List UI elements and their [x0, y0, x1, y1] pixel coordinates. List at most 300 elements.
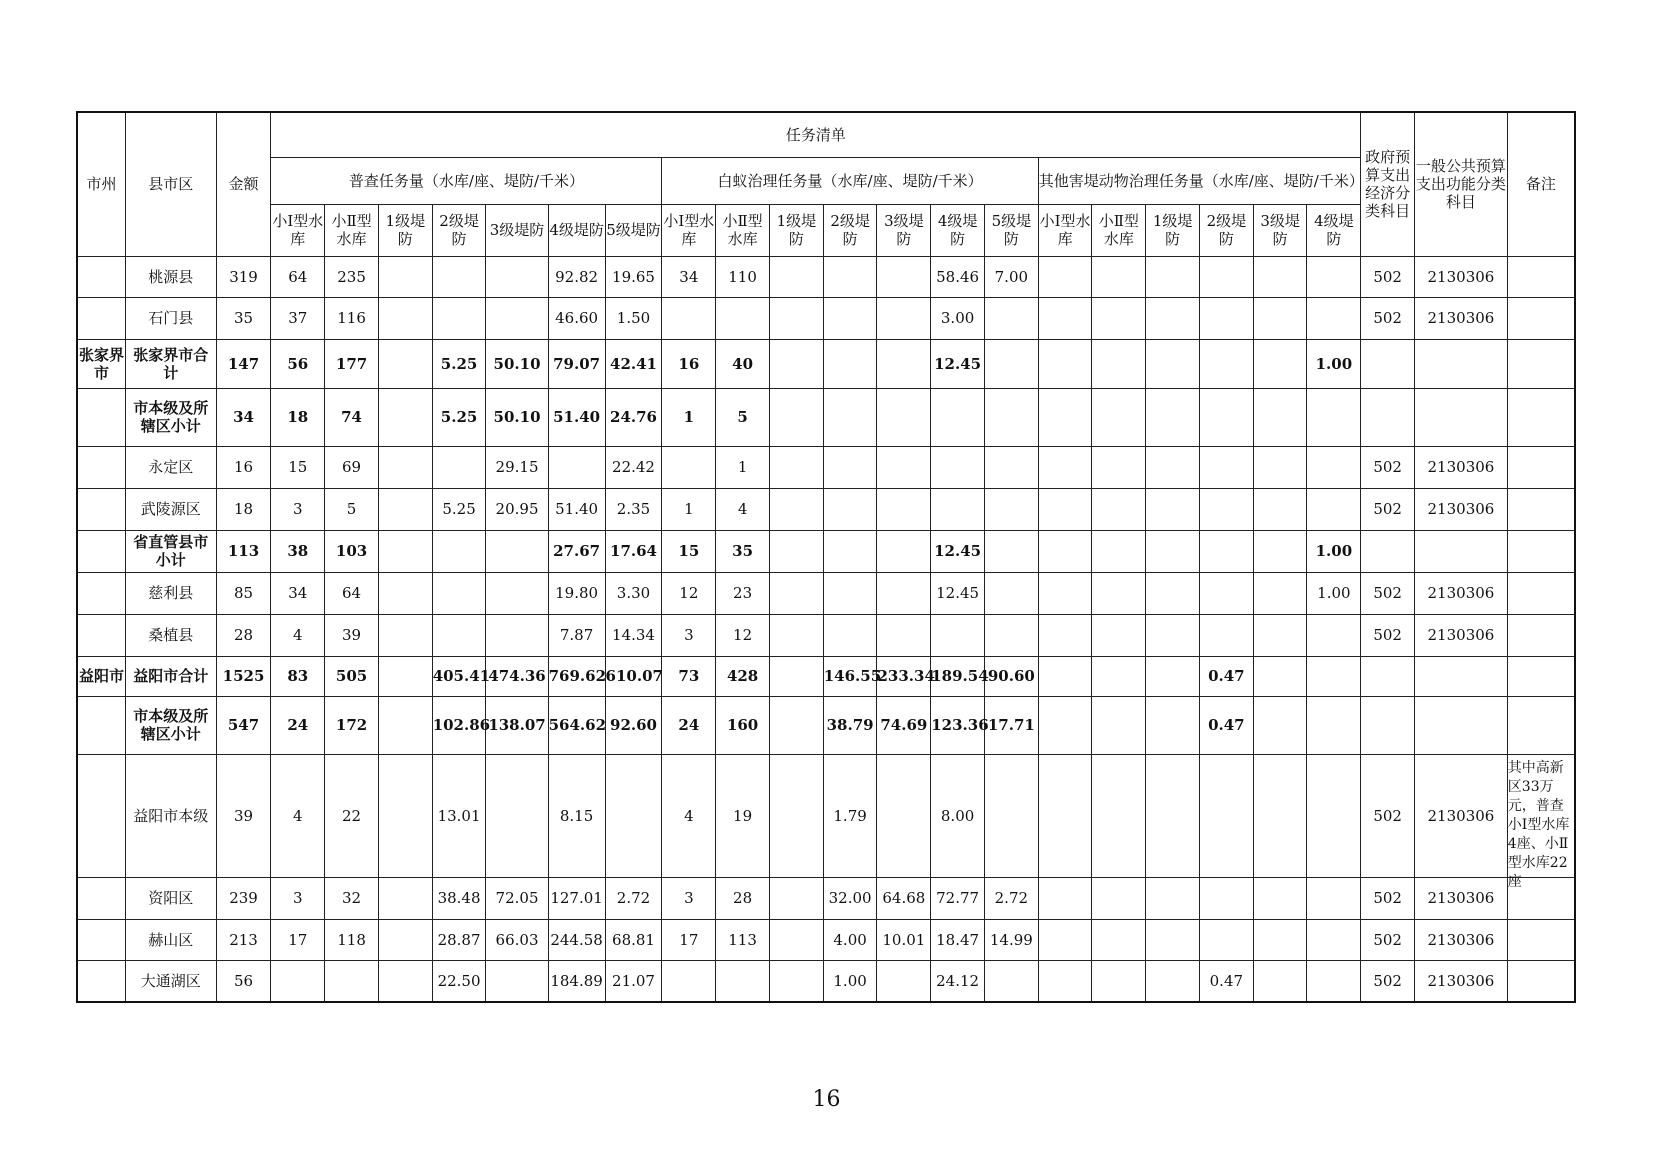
- cell-14: 17.71: [984, 696, 1038, 754]
- cell-13: 3.00: [931, 297, 985, 339]
- cell-beizhu: [1507, 488, 1575, 530]
- cell-shizhou: [77, 614, 125, 656]
- cell-16: [1092, 877, 1146, 919]
- cell-15: [1038, 656, 1092, 696]
- table-row: [77, 919, 1575, 960]
- cell-17: [1146, 696, 1200, 754]
- cell-10: [769, 297, 823, 339]
- cell-0: 39: [216, 754, 271, 877]
- cell-8: 3: [662, 614, 716, 656]
- cell-4: [432, 446, 486, 488]
- cell-8: 1: [662, 388, 716, 446]
- group-baiyi: 白蚁治理任务量（水库/座、堤防/千米）: [662, 157, 1038, 204]
- cell-1: 34: [271, 572, 325, 614]
- cell-5: 66.03: [486, 919, 548, 960]
- cell-0: 547: [216, 696, 271, 754]
- cell-beizhu: [1507, 614, 1575, 656]
- cell-18: [1199, 614, 1253, 656]
- cell-shizhou: [77, 960, 125, 1002]
- cell-6: 8.15: [548, 754, 605, 877]
- cell-20: [1307, 960, 1361, 1002]
- table-row: [77, 656, 1575, 696]
- cell-20: 1.00: [1307, 530, 1361, 572]
- cell-22: [1415, 696, 1508, 754]
- cell-14: [984, 530, 1038, 572]
- cell-19: [1253, 256, 1307, 297]
- cell-shizhou: 张家界市: [77, 339, 125, 388]
- table-row: [77, 754, 1575, 877]
- cell-6: 127.01: [548, 877, 605, 919]
- cell-8: 1: [662, 488, 716, 530]
- cell-6: 184.89: [548, 960, 605, 1002]
- cell-5: 72.05: [486, 877, 548, 919]
- cell-15: [1038, 572, 1092, 614]
- cell-1: 24: [271, 696, 325, 754]
- cell-2: [325, 960, 379, 1002]
- subheader-row: [77, 204, 1575, 256]
- cell-8: 17: [662, 919, 716, 960]
- cell-shizhou: [77, 256, 125, 297]
- cell-15: [1038, 446, 1092, 488]
- cell-beizhu: [1507, 572, 1575, 614]
- cell-15: [1038, 297, 1092, 339]
- cell-shizhou: [77, 919, 125, 960]
- cell-13: 72.77: [931, 877, 985, 919]
- cell-xianshiqu: 桑植县: [125, 614, 216, 656]
- cell-7: 610.07: [605, 656, 662, 696]
- cell-5: [486, 256, 548, 297]
- cell-2: 172: [325, 696, 379, 754]
- cell-xianshiqu: 市本级及所辖区小计: [125, 696, 216, 754]
- cell-17: [1146, 960, 1200, 1002]
- cell-22: 2130306: [1415, 960, 1508, 1002]
- col-jine: 金额: [216, 112, 271, 256]
- cell-9: 160: [716, 696, 770, 754]
- cell-3: [378, 754, 432, 877]
- cell-22: [1415, 339, 1508, 388]
- cell-12: [877, 754, 931, 877]
- cell-9: 23: [716, 572, 770, 614]
- cell-17: [1146, 530, 1200, 572]
- cell-18: [1199, 488, 1253, 530]
- cell-7: 1.50: [605, 297, 662, 339]
- cell-21: [1361, 696, 1415, 754]
- cell-18: 0.47: [1199, 656, 1253, 696]
- cell-19: [1253, 530, 1307, 572]
- cell-1: 4: [271, 754, 325, 877]
- cell-5: [486, 297, 548, 339]
- cell-14: [984, 488, 1038, 530]
- cell-9: 28: [716, 877, 770, 919]
- cell-0: 85: [216, 572, 271, 614]
- cell-8: 3: [662, 877, 716, 919]
- cell-0: 319: [216, 256, 271, 297]
- cell-beizhu: [1507, 446, 1575, 488]
- cell-22: 2130306: [1415, 919, 1508, 960]
- cell-5: [486, 572, 548, 614]
- cell-17: [1146, 877, 1200, 919]
- cell-16: [1092, 530, 1146, 572]
- subheader-qita-4: 3级堤防: [1253, 204, 1307, 256]
- cell-16: [1092, 297, 1146, 339]
- cell-21: 502: [1361, 754, 1415, 877]
- cell-3: [378, 614, 432, 656]
- cell-12: 64.68: [877, 877, 931, 919]
- cell-17: [1146, 488, 1200, 530]
- cell-10: [769, 446, 823, 488]
- cell-14: [984, 446, 1038, 488]
- cell-7: 19.65: [605, 256, 662, 297]
- cell-20: [1307, 256, 1361, 297]
- subheader-baiyi-1: 小Ⅱ型水库: [716, 204, 770, 256]
- cell-19: [1253, 656, 1307, 696]
- subheader-pucha-6: 5级堤防: [605, 204, 662, 256]
- cell-16: [1092, 696, 1146, 754]
- cell-20: [1307, 297, 1361, 339]
- cell-3: [378, 297, 432, 339]
- cell-14: 7.00: [984, 256, 1038, 297]
- cell-3: [378, 388, 432, 446]
- cell-3: [378, 877, 432, 919]
- cell-21: [1361, 339, 1415, 388]
- cell-5: 50.10: [486, 388, 548, 446]
- cell-8: 4: [662, 754, 716, 877]
- cell-12: [877, 256, 931, 297]
- cell-16: [1092, 388, 1146, 446]
- cell-14: [984, 339, 1038, 388]
- subheader-qita-0: 小Ⅰ型水库: [1038, 204, 1092, 256]
- cell-10: [769, 696, 823, 754]
- col-zhengfu: 政府预算支出经济分类科目: [1361, 112, 1415, 256]
- cell-5: [486, 614, 548, 656]
- cell-4: 5.25: [432, 388, 486, 446]
- cell-4: 5.25: [432, 339, 486, 388]
- cell-shizhou: [77, 530, 125, 572]
- cell-11: [823, 572, 877, 614]
- cell-21: 502: [1361, 614, 1415, 656]
- cell-xianshiqu: 益阳市合计: [125, 656, 216, 696]
- cell-3: [378, 530, 432, 572]
- cell-2: 235: [325, 256, 379, 297]
- cell-7: 21.07: [605, 960, 662, 1002]
- subheader-baiyi-6: 5级堤防: [984, 204, 1038, 256]
- cell-6: 769.62: [548, 656, 605, 696]
- cell-17: [1146, 256, 1200, 297]
- cell-4: 22.50: [432, 960, 486, 1002]
- cell-18: [1199, 572, 1253, 614]
- cell-beizhu: [1507, 919, 1575, 960]
- cell-beizhu: [1507, 754, 1575, 890]
- cell-4: 13.01: [432, 754, 486, 877]
- cell-9: 19: [716, 754, 770, 877]
- cell-12: [877, 488, 931, 530]
- cell-shizhou: [77, 754, 125, 877]
- cell-11: [823, 339, 877, 388]
- cell-0: 213: [216, 919, 271, 960]
- cell-7: 2.72: [605, 877, 662, 919]
- cell-10: [769, 388, 823, 446]
- cell-6: 19.80: [548, 572, 605, 614]
- cell-18: [1199, 446, 1253, 488]
- cell-12: 233.34: [877, 656, 931, 696]
- subheader-qita-2: 1级堤防: [1146, 204, 1200, 256]
- cell-xianshiqu: 赫山区: [125, 919, 216, 960]
- cell-12: 10.01: [877, 919, 931, 960]
- cell-18: 0.47: [1199, 696, 1253, 754]
- cell-19: [1253, 297, 1307, 339]
- table-header: [77, 112, 1575, 256]
- cell-12: [877, 960, 931, 1002]
- cell-5: 474.36: [486, 656, 548, 696]
- cell-17: [1146, 388, 1200, 446]
- cell-7: 92.60: [605, 696, 662, 754]
- cell-20: [1307, 696, 1361, 754]
- subheader-baiyi-4: 3级堤防: [877, 204, 931, 256]
- cell-7: 14.34: [605, 614, 662, 656]
- table-body: [77, 256, 1575, 1002]
- cell-9: 428: [716, 656, 770, 696]
- cell-15: [1038, 530, 1092, 572]
- cell-20: 1.00: [1307, 572, 1361, 614]
- group-qita: 其他害堤动物治理任务量（水库/座、堤防/千米）: [1038, 157, 1361, 204]
- cell-20: 1.00: [1307, 339, 1361, 388]
- cell-7: [605, 754, 662, 877]
- cell-4: 405.41: [432, 656, 486, 696]
- cell-2: 69: [325, 446, 379, 488]
- cell-7: 68.81: [605, 919, 662, 960]
- cell-5: 50.10: [486, 339, 548, 388]
- cell-2: 177: [325, 339, 379, 388]
- cell-16: [1092, 614, 1146, 656]
- table-row: [77, 960, 1575, 1002]
- table-row: [77, 530, 1575, 572]
- cell-14: 90.60: [984, 656, 1038, 696]
- cell-10: [769, 656, 823, 696]
- cell-17: [1146, 339, 1200, 388]
- cell-13: [931, 488, 985, 530]
- cell-0: 239: [216, 877, 271, 919]
- cell-19: [1253, 614, 1307, 656]
- cell-0: 35: [216, 297, 271, 339]
- cell-18: [1199, 877, 1253, 919]
- task-table: [76, 111, 1576, 1003]
- cell-15: [1038, 614, 1092, 656]
- cell-0: 1525: [216, 656, 271, 696]
- cell-22: 2130306: [1415, 614, 1508, 656]
- cell-12: [877, 388, 931, 446]
- cell-1: 15: [271, 446, 325, 488]
- cell-21: 502: [1361, 572, 1415, 614]
- cell-19: [1253, 488, 1307, 530]
- cell-20: [1307, 919, 1361, 960]
- table-row: [77, 877, 1575, 919]
- cell-11: [823, 446, 877, 488]
- cell-6: 79.07: [548, 339, 605, 388]
- cell-10: [769, 960, 823, 1002]
- cell-2: 22: [325, 754, 379, 877]
- cell-11: 4.00: [823, 919, 877, 960]
- cell-3: [378, 256, 432, 297]
- cell-beizhu: [1507, 256, 1575, 297]
- cell-19: [1253, 696, 1307, 754]
- group-pucha: 普查任务量（水库/座、堤防/千米）: [271, 157, 662, 204]
- cell-12: [877, 530, 931, 572]
- cell-1: 18: [271, 388, 325, 446]
- subheader-baiyi-0: 小Ⅰ型水库: [662, 204, 716, 256]
- cell-8: [662, 297, 716, 339]
- cell-18: [1199, 388, 1253, 446]
- cell-13: [931, 446, 985, 488]
- cell-xianshiqu: 永定区: [125, 446, 216, 488]
- cell-17: [1146, 614, 1200, 656]
- cell-9: 113: [716, 919, 770, 960]
- cell-2: 116: [325, 297, 379, 339]
- cell-22: 2130306: [1415, 754, 1508, 877]
- cell-19: [1253, 754, 1307, 877]
- cell-0: 113: [216, 530, 271, 572]
- cell-10: [769, 877, 823, 919]
- cell-12: [877, 339, 931, 388]
- cell-9: 110: [716, 256, 770, 297]
- cell-shizhou: [77, 488, 125, 530]
- cell-5: [486, 754, 548, 877]
- cell-16: [1092, 256, 1146, 297]
- cell-0: 28: [216, 614, 271, 656]
- cell-4: [432, 614, 486, 656]
- col-beizhu: 备注: [1507, 112, 1575, 256]
- cell-15: [1038, 256, 1092, 297]
- cell-beizhu: [1507, 656, 1575, 696]
- cell-16: [1092, 339, 1146, 388]
- cell-7: 42.41: [605, 339, 662, 388]
- cell-xianshiqu: 益阳市本级: [125, 754, 216, 877]
- cell-14: [984, 960, 1038, 1002]
- cell-4: [432, 297, 486, 339]
- table-row: [77, 339, 1575, 388]
- cell-12: [877, 614, 931, 656]
- cell-9: 35: [716, 530, 770, 572]
- subheader-baiyi-3: 2级堤防: [823, 204, 877, 256]
- cell-19: [1253, 388, 1307, 446]
- cell-5: 20.95: [486, 488, 548, 530]
- table-row: [77, 388, 1575, 446]
- cell-22: [1415, 530, 1508, 572]
- cell-16: [1092, 754, 1146, 877]
- cell-xianshiqu: 省直管县市小计: [125, 530, 216, 572]
- cell-7: 24.76: [605, 388, 662, 446]
- cell-8: 24: [662, 696, 716, 754]
- cell-21: 502: [1361, 488, 1415, 530]
- cell-15: [1038, 696, 1092, 754]
- cell-11: [823, 530, 877, 572]
- cell-3: [378, 696, 432, 754]
- cell-11: [823, 614, 877, 656]
- cell-13: 8.00: [931, 754, 985, 877]
- cell-11: 146.55: [823, 656, 877, 696]
- cell-18: [1199, 754, 1253, 877]
- cell-13: 12.45: [931, 530, 985, 572]
- cell-17: [1146, 919, 1200, 960]
- cell-13: 189.54: [931, 656, 985, 696]
- cell-8: 73: [662, 656, 716, 696]
- cell-21: 502: [1361, 877, 1415, 919]
- cell-10: [769, 530, 823, 572]
- cell-15: [1038, 388, 1092, 446]
- cell-0: 16: [216, 446, 271, 488]
- cell-5: 138.07: [486, 696, 548, 754]
- cell-19: [1253, 446, 1307, 488]
- col-yiban: 一般公共预算支出功能分类科目: [1415, 112, 1508, 256]
- table-row: [77, 572, 1575, 614]
- cell-2: 74: [325, 388, 379, 446]
- cell-18: [1199, 339, 1253, 388]
- subheader-qita-1: 小Ⅱ型水库: [1092, 204, 1146, 256]
- cell-2: 103: [325, 530, 379, 572]
- cell-xianshiqu: 大通湖区: [125, 960, 216, 1002]
- col-renwu: 任务清单: [271, 112, 1361, 157]
- cell-2: 64: [325, 572, 379, 614]
- cell-shizhou: [77, 877, 125, 919]
- cell-14: [984, 297, 1038, 339]
- cell-16: [1092, 960, 1146, 1002]
- cell-4: 28.87: [432, 919, 486, 960]
- cell-3: [378, 446, 432, 488]
- subheader-pucha-2: 1级堤防: [378, 204, 432, 256]
- table-row: [77, 446, 1575, 488]
- subheader-baiyi-2: 1级堤防: [769, 204, 823, 256]
- cell-11: [823, 256, 877, 297]
- cell-14: [984, 754, 1038, 877]
- cell-shizhou: [77, 572, 125, 614]
- cell-14: 2.72: [984, 877, 1038, 919]
- cell-xianshiqu: 慈利县: [125, 572, 216, 614]
- cell-6: 51.40: [548, 388, 605, 446]
- cell-11: 1.00: [823, 960, 877, 1002]
- table-row: [77, 256, 1575, 297]
- cell-1: 56: [271, 339, 325, 388]
- cell-21: 502: [1361, 446, 1415, 488]
- cell-22: 2130306: [1415, 877, 1508, 919]
- cell-13: 123.36: [931, 696, 985, 754]
- cell-3: [378, 339, 432, 388]
- cell-22: 2130306: [1415, 446, 1508, 488]
- subheader-baiyi-5: 4级堤防: [931, 204, 985, 256]
- cell-11: [823, 488, 877, 530]
- subheader-qita-5: 4级堤防: [1307, 204, 1361, 256]
- cell-14: [984, 388, 1038, 446]
- cell-15: [1038, 339, 1092, 388]
- cell-6: 92.82: [548, 256, 605, 297]
- cell-15: [1038, 877, 1092, 919]
- cell-4: [432, 530, 486, 572]
- cell-3: [378, 488, 432, 530]
- cell-22: 2130306: [1415, 488, 1508, 530]
- cell-0: 56: [216, 960, 271, 1002]
- cell-8: 34: [662, 256, 716, 297]
- cell-15: [1038, 919, 1092, 960]
- cell-21: 502: [1361, 297, 1415, 339]
- cell-17: [1146, 446, 1200, 488]
- cell-19: [1253, 877, 1307, 919]
- cell-9: 1: [716, 446, 770, 488]
- cell-13: [931, 388, 985, 446]
- cell-7: 2.35: [605, 488, 662, 530]
- cell-21: [1361, 530, 1415, 572]
- cell-6: 244.58: [548, 919, 605, 960]
- cell-13: 12.45: [931, 572, 985, 614]
- cell-shizhou: 益阳市: [77, 656, 125, 696]
- cell-15: [1038, 488, 1092, 530]
